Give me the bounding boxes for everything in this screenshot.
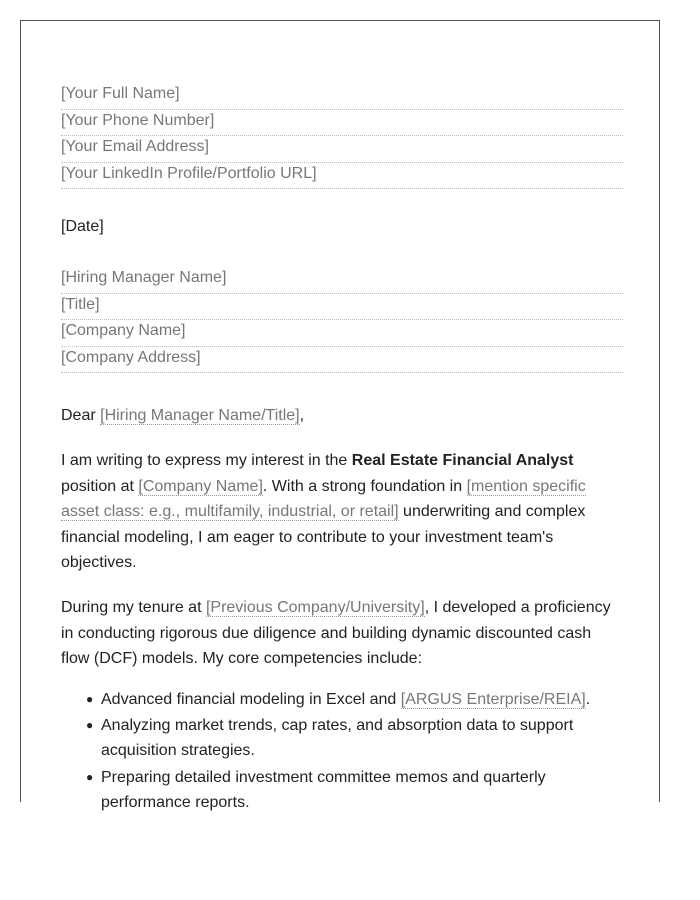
competency-text: Analyzing market trends, cap rates, and absorption data to support acquisition strategies. xyxy=(101,716,574,760)
previous-company-placeholder[interactable]: [Previous Company/University] xyxy=(205,598,425,616)
greeting xyxy=(61,403,623,429)
paragraph-experience xyxy=(61,595,623,672)
paragraph-intro xyxy=(61,448,623,576)
cover-letter xyxy=(61,83,623,816)
paragraph-intro-text-1: I am writing to express my interest in the xyxy=(61,452,352,469)
competency-text: Preparing detailed investment committee memos and quarterly performance reports. xyxy=(101,768,546,812)
company-name-placeholder[interactable]: [Company Name] xyxy=(138,477,263,495)
recipient-company-address-field[interactable]: [Company Address] xyxy=(61,347,623,374)
sender-linkedin-field[interactable]: [Your LinkedIn Profile/Portfolio URL] xyxy=(61,163,623,190)
recipient-company-name-field[interactable]: [Company Name] xyxy=(61,320,623,347)
competency-suffix: . xyxy=(585,690,591,708)
paragraph-intro-text-2: position at xyxy=(61,477,139,495)
paragraph-intro-text-3: . With a strong foundation in xyxy=(262,477,467,495)
greeting-suffix: , xyxy=(299,407,305,424)
competencies-list xyxy=(61,687,623,816)
software-placeholder[interactable]: [ARGUS Enterprise/REIA] xyxy=(400,690,586,708)
sender-email-field[interactable]: [Your Email Address] xyxy=(61,136,623,163)
paragraph-intro-text-4: underwriting and complex financial modeling, I am eager to contribute to your investment team's objectives. xyxy=(61,503,586,572)
paragraph-experience-text-1: During my tenure at xyxy=(61,598,206,616)
bullet-icon: ● xyxy=(86,717,94,732)
recipient-block xyxy=(61,267,623,373)
role-title: Real Estate Financial Analyst xyxy=(351,452,574,469)
greeting-placeholder[interactable]: [Hiring Manager Name/Title] xyxy=(100,407,300,424)
list-item xyxy=(86,713,623,764)
recipient-title-field[interactable]: [Title] xyxy=(61,294,623,321)
bullet-icon: ● xyxy=(86,769,94,784)
paragraph-experience-text-2: , I developed a proficiency in conducting rigorous due diligence and building dynamic discounted cash flow (DCF) models. My core competencies include: xyxy=(61,598,611,668)
document-page xyxy=(20,20,660,812)
recipient-manager-name-field[interactable]: [Hiring Manager Name] xyxy=(61,267,623,294)
bullet-icon: ● xyxy=(86,691,94,706)
date-field[interactable]: [Date] xyxy=(61,218,104,235)
list-item xyxy=(86,765,623,816)
sender-phone-field[interactable]: [Your Phone Number] xyxy=(61,110,623,137)
sender-block xyxy=(61,83,623,189)
list-item xyxy=(86,687,623,713)
competency-text: Advanced financial modeling in Excel and xyxy=(101,690,401,708)
asset-class-placeholder[interactable]: [mention specific asset class: e.g., multifamily, industrial, or retail] xyxy=(61,477,586,521)
greeting-prefix: Dear xyxy=(61,407,101,424)
sender-full-name-field[interactable]: [Your Full Name] xyxy=(61,83,623,110)
